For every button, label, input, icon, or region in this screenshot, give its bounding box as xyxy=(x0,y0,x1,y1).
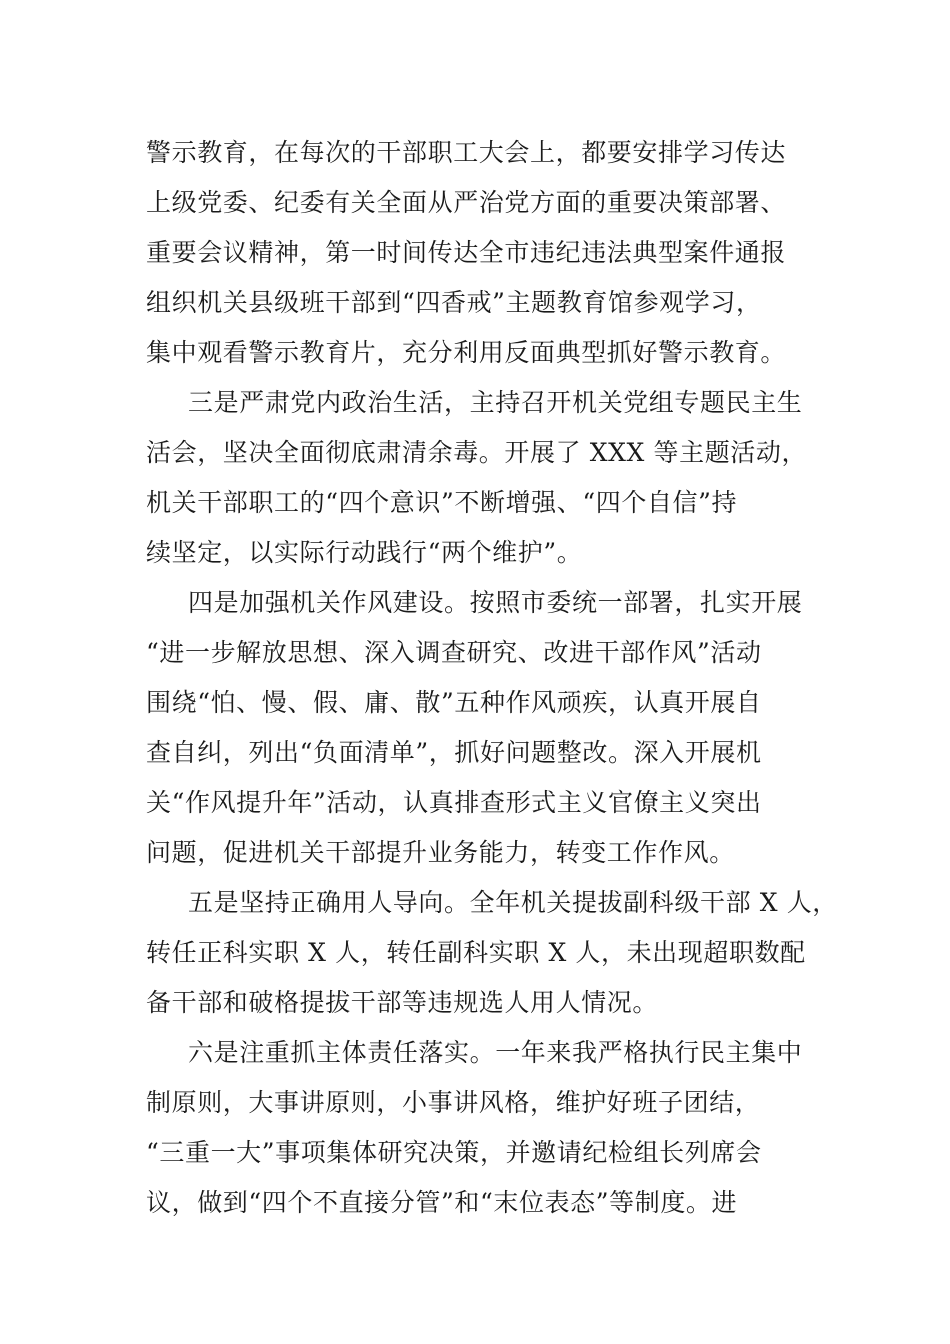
text-line: 议，做到“四个不直接分管”和“末位表态”等制度。进 xyxy=(146,1188,738,1217)
text-line: “进一步解放思想、深入调查研究、改进干部作风”活动 xyxy=(146,638,762,667)
text-line: “三重一大”事项集体研究决策，并邀请纪检组长列席会 xyxy=(146,1138,762,1167)
text-line: 备干部和破格提拔干部等违规选人用人情况。 xyxy=(146,988,659,1017)
text-line: 集中观看警示教育片，充分利用反面典型抓好警示教育。 xyxy=(146,338,787,367)
text-line: 活会，坚决全面彻底肃清余毒。开展了 XXX 等主题活动， xyxy=(146,438,808,467)
text-line: 续坚定，以实际行动践行“两个维护”。 xyxy=(146,538,583,567)
text-line: 围绕“怕、慢、假、庸、散”五种作风顽疾，认真开展自 xyxy=(146,688,762,717)
text-line: 转任正科实职 X 人，转任副科实职 X 人，未出现超职数配 xyxy=(146,938,806,967)
text-line: 警示教育，在每次的干部职工大会上，都要安排学习传达 xyxy=(146,138,787,167)
text-line: 制原则，大事讲原则，小事讲风格，维护好班子团结， xyxy=(146,1088,761,1117)
text-line: 上级党委、纪委有关全面从严治党方面的重要决策部署、 xyxy=(146,188,787,217)
text-line: 组织机关县级班干部到“四香戒”主题教育馆参观学习， xyxy=(146,288,762,317)
text-line: 六是注重抓主体责任落实。一年来我严格执行民主集中 xyxy=(188,1038,803,1067)
text-line: 问题，促进机关干部提升业务能力，转变工作作风。 xyxy=(146,838,735,867)
text-line: 关“作风提升年”活动，认真排查形式主义官僚主义突出 xyxy=(146,788,762,817)
text-line: 三是严肃党内政治生活，主持召开机关党组专题民主生 xyxy=(188,388,803,417)
text-line: 查自纠，列出“负面清单”，抓好问题整改。深入开展机 xyxy=(146,738,762,767)
text-line: 机关干部职工的“四个意识”不断增强、“四个自信”持 xyxy=(146,488,738,517)
text-line: 五是坚持正确用人导向。全年机关提拔副科级干部 X 人， xyxy=(188,888,838,917)
body-text xyxy=(146,128,838,1228)
text-line: 重要会议精神，第一时间传达全市违纪违法典型案件通报 xyxy=(146,238,787,267)
text-line: 四是加强机关作风建设。按照市委统一部署，扎实开展 xyxy=(188,588,803,617)
